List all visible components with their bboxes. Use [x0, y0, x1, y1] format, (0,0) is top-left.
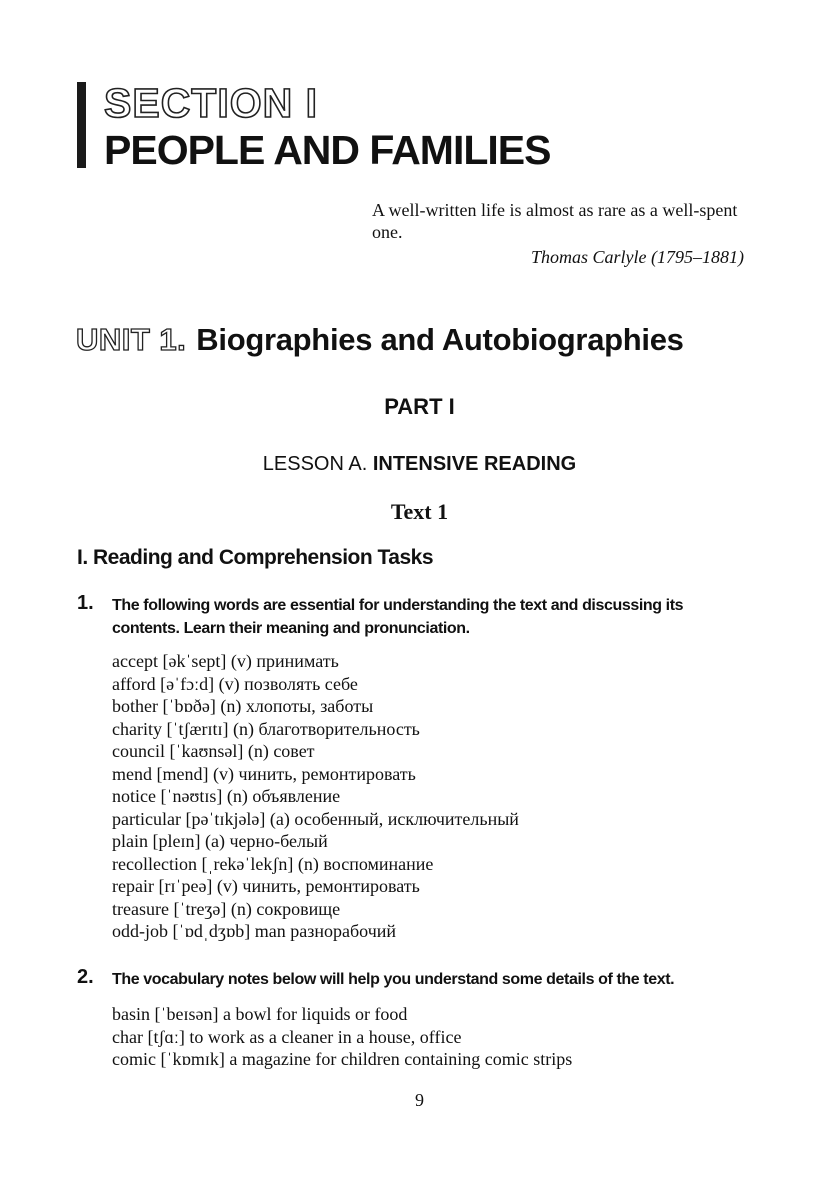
vocabulary-notes-list: [112, 1003, 572, 1071]
epigraph-author: Thomas Carlyle (1795–1881): [531, 247, 744, 267]
task-1-number: 1.: [77, 592, 94, 614]
section-bar: [77, 82, 86, 168]
note-item: char [tʃɑː] to work as a cleaner in a house, office: [112, 1026, 462, 1047]
epigraph-quote: A well-written life is almost as rare as a well-spent one.: [372, 200, 738, 242]
vocab-item: recollection [ˌrekəˈlekʃn] (n) воспоминание: [112, 853, 434, 874]
vocab-item: charity [ˈtʃærɪtɪ] (n) благотворительность: [112, 718, 420, 739]
vocab-item: particular [pəˈtɪkjələ] (a) особенный, исключительный: [112, 808, 519, 829]
lesson-prefix: LESSON A.: [262, 453, 368, 475]
page-number: 9: [415, 1090, 424, 1110]
vocab-item: mend [mend] (v) чинить, ремонтировать: [112, 763, 416, 784]
lesson-heading: [0, 453, 839, 476]
unit-title: Biographies and Autobiographies: [196, 322, 684, 357]
vocab-item: odd-job [ˈɒdˌdʒɒb] man разнорабочий: [112, 921, 397, 941]
vocab-item: council [ˈkaʊnsəl] (n) совет: [112, 741, 315, 761]
text-title: Text 1: [390, 499, 449, 524]
task-1-instruction: The following words are essential for understanding the text and discussing its contents. Learn their meaning and pronunciation.: [112, 597, 684, 637]
task-2-number: 2.: [77, 966, 94, 988]
vocab-item: treasure [ˈtreʒə] (n) сокровище: [112, 898, 341, 919]
unit-label: UNIT 1.: [76, 322, 187, 357]
lesson-title: INTENSIVE READING: [372, 453, 577, 475]
tasks-heading: I. Reading and Comprehension Tasks: [77, 546, 434, 569]
unit-heading: [76, 320, 684, 360]
vocab-item: bother [ˈbɒðə] (n) хлопоты, заботы: [112, 696, 374, 716]
note-item: comic [ˈkɒmɪk] a magazine for children containing comic strips: [112, 1049, 573, 1069]
task-2-instruction: The vocabulary notes below will help you understand some details of the text.: [112, 971, 675, 988]
vocabulary-list: [112, 650, 519, 943]
vocab-item: notice [ˈnəʊtɪs] (n) объявление: [112, 786, 341, 806]
vocab-item: accept [əkˈsept] (v) принимать: [112, 651, 339, 671]
note-item: basin [ˈbeɪsən] a bowl for liquids or food: [112, 1004, 408, 1024]
part-heading: PART I: [384, 394, 455, 419]
section-title: PEOPLE AND FAMILIES: [104, 127, 551, 173]
vocab-item: afford [əˈfɔːd] (v) позволять себе: [112, 673, 358, 694]
vocab-item: plain [pleɪn] (a) черно-белый: [112, 831, 328, 851]
vocab-item: repair [rɪˈpeə] (v) чинить, ремонтировать: [112, 876, 420, 896]
section-label: SECTION I: [104, 80, 319, 126]
